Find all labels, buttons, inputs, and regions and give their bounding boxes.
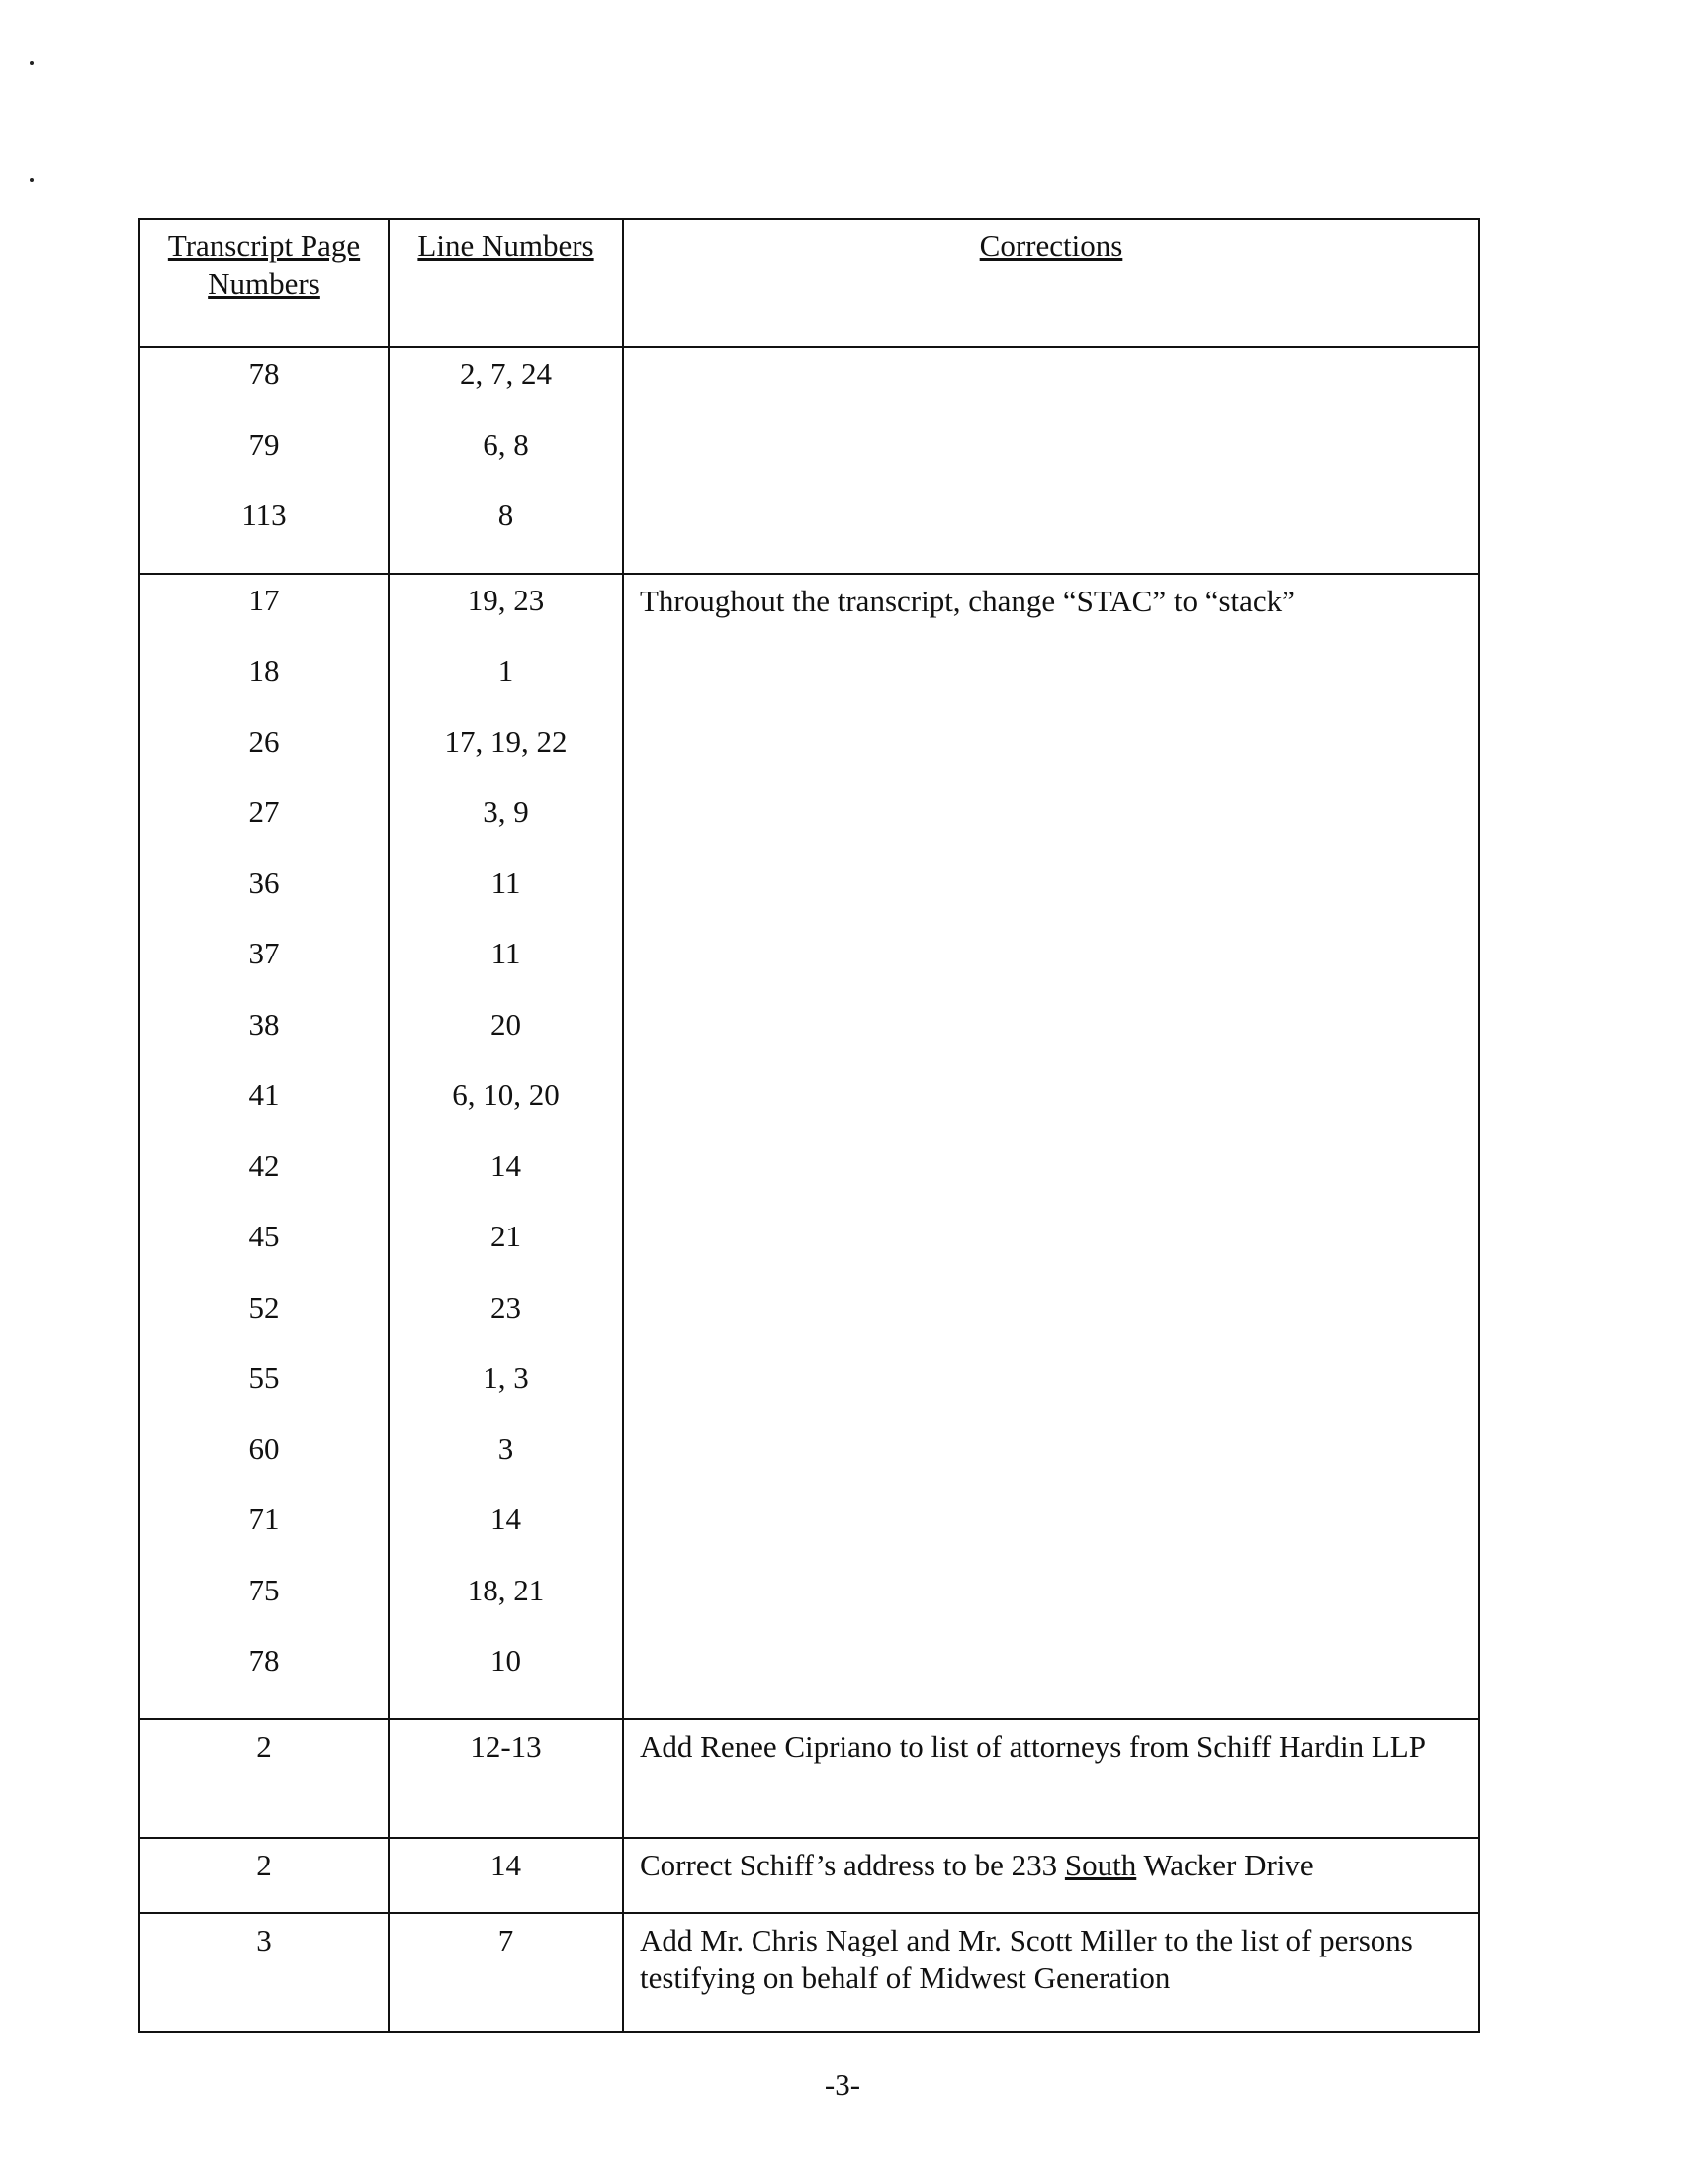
correction-text-before: Correct Schiff’s address to be 233 — [640, 1847, 1065, 1882]
header-row — [139, 219, 1479, 347]
line-number: 20 — [490, 1006, 521, 1042]
page-number: 42 — [248, 1147, 280, 1183]
page-number: 71 — [248, 1502, 280, 1536]
scan-speck — [30, 61, 34, 65]
page-number: 60 — [248, 1430, 280, 1466]
line-number: 2, 7, 24 — [460, 356, 552, 391]
line-number: 17, 19, 22 — [444, 723, 568, 759]
line-number: 21 — [490, 1219, 521, 1253]
line-number: 1 — [497, 653, 514, 687]
table-row — [139, 1719, 1479, 1838]
line-number: 18, 21 — [467, 1572, 545, 1607]
line-number: 6, 10, 20 — [452, 1077, 560, 1112]
line-number: 19, 23 — [467, 582, 545, 617]
page-number: 2 — [139, 1838, 389, 1913]
page-number: 18 — [248, 653, 280, 687]
line-number: 11 — [490, 936, 521, 970]
page-number: 17 — [248, 582, 280, 617]
page-number-list — [140, 354, 388, 567]
table-row — [139, 1913, 1479, 2032]
page-numbers-cell — [139, 574, 389, 1719]
page-number: 78 — [248, 356, 280, 391]
table-row — [139, 347, 1479, 574]
table-row — [139, 1838, 1479, 1913]
line-number: 14 — [490, 1147, 521, 1183]
page-number: 27 — [248, 794, 280, 829]
line-number: 7 — [389, 1913, 623, 2032]
correction-text-after: Wacker Drive — [1136, 1847, 1314, 1882]
line-number: 10 — [490, 1643, 521, 1678]
page-numbers-cell — [139, 347, 389, 574]
header-corrections: Corrections — [623, 219, 1479, 347]
correction-underlined-text: South — [1064, 1847, 1137, 1882]
line-number: 6, 8 — [483, 426, 529, 462]
line-number: 12-13 — [389, 1719, 623, 1838]
line-number: 3, 9 — [483, 794, 529, 829]
line-number: 3 — [497, 1430, 514, 1466]
page-number-list — [140, 581, 388, 1712]
table-row — [139, 574, 1479, 1719]
page-number: 26 — [248, 723, 280, 759]
page-number: 38 — [248, 1006, 280, 1042]
page-number: 45 — [248, 1219, 280, 1253]
page-number-footer: -3- — [824, 2067, 861, 2102]
correction-cell — [623, 347, 1479, 574]
page-number: 2 — [139, 1719, 389, 1838]
page-number: 113 — [241, 498, 287, 532]
header-transcript-page-numbers: Transcript Page Numbers — [139, 219, 389, 347]
corrections-table — [138, 218, 1480, 2033]
correction-cell: Throughout the transcript, change “STAC” to “stack” — [623, 574, 1479, 1719]
page-number: 3 — [139, 1913, 389, 2032]
line-number-list — [390, 354, 622, 567]
line-number: 23 — [490, 1289, 521, 1324]
correction-cell — [623, 1838, 1479, 1913]
line-number: 14 — [490, 1502, 521, 1536]
page-number: 37 — [248, 936, 280, 970]
line-number: 11 — [490, 864, 521, 900]
page-number: 41 — [248, 1077, 280, 1112]
page-number: 36 — [248, 864, 280, 900]
page-number: 75 — [248, 1572, 280, 1607]
page-number: 78 — [248, 1643, 280, 1678]
line-number: 14 — [389, 1838, 623, 1913]
page-number: 52 — [248, 1289, 280, 1324]
line-numbers-cell — [389, 574, 623, 1719]
header-line-numbers: Line Numbers — [389, 219, 623, 347]
correction-cell: Add Mr. Chris Nagel and Mr. Scott Miller to the list of persons testifying on behalf of Midwest Generation — [623, 1913, 1479, 2032]
line-number-list — [390, 581, 622, 1712]
line-number: 1, 3 — [483, 1360, 529, 1395]
correction-cell: Add Renee Cipriano to list of attorneys from Schiff Hardin LLP — [623, 1719, 1479, 1838]
page-number: 79 — [248, 426, 280, 462]
line-numbers-cell — [389, 347, 623, 574]
scan-speck — [30, 178, 34, 182]
line-number: 8 — [497, 498, 514, 532]
page-number: 55 — [248, 1360, 280, 1395]
